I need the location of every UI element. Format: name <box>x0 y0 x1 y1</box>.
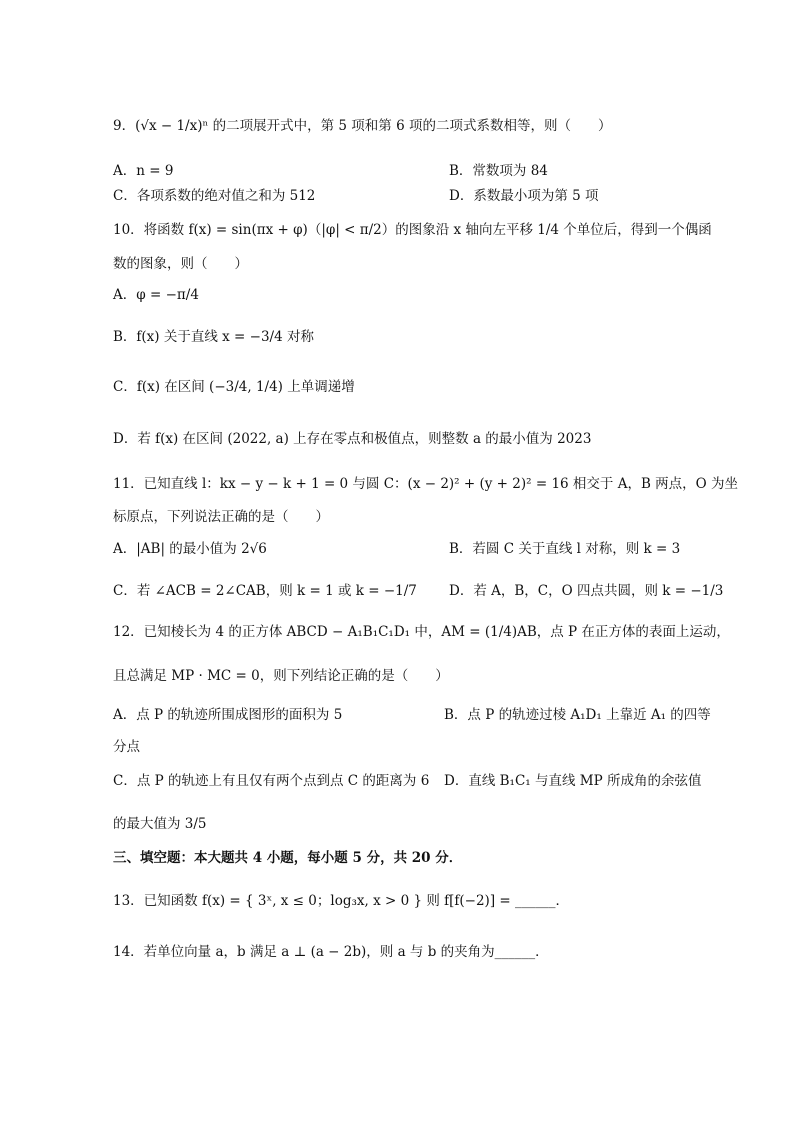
q12-stem-line1: 12．已知棱长为 4 的正方体 ABCD − A₁B₁C₁D₁ 中，AM = (1/4)AB，点 P 在正方体的表面上运动， <box>113 624 730 640</box>
q11-option-a: A．|AB| 的最小值为 2√6 <box>113 541 267 557</box>
q11-stem-line2: 标原点，下列说法正确的是（ ） <box>113 509 329 525</box>
q12-option-b-line1: B．点 P 的轨迹过棱 A₁D₁ 上靠近 A₁ 的四等 <box>444 707 711 723</box>
q12-option-b-line2: 分点 <box>113 739 140 755</box>
q9-option-d: D．系数最小项为第 5 项 <box>449 188 599 204</box>
q10-option-c: C．f(x) 在区间 (−3/4, 1/4) 上单调递增 <box>113 379 355 395</box>
q12-option-a: A．点 P 的轨迹所围成图形的面积为 5 <box>113 707 343 723</box>
q13-stem: 13．已知函数 f(x) = { 3ˣ, x ≤ 0；log₃x, x > 0 } 则 f[f(−2)] = ______． <box>113 893 569 909</box>
q11-option-d: D．若 A，B，C，O 四点共圆，则 k = −1/3 <box>449 583 724 599</box>
q12-option-c: C．点 P 的轨迹上有且仅有两个点到点 C 的距离为 6 <box>113 773 430 789</box>
q11-option-c: C．若 ∠ACB = 2∠CAB，则 k = 1 或 k = −1/7 <box>113 583 417 599</box>
q9-option-b: B．常数项为 84 <box>449 163 548 179</box>
q11-option-b: B．若圆 C 关于直线 l 对称，则 k = 3 <box>449 541 681 557</box>
section-3-heading: 三、填空题：本大题共 4 小题，每小题 5 分，共 20 分． <box>113 850 463 866</box>
q10-option-d: D．若 f(x) 在区间 (2022, a) 上存在零点和极值点，则整数 a 的最小值为 2023 <box>113 431 592 447</box>
q12-option-d-line1: D．直线 B₁C₁ 与直线 MP 所成角的余弦值 <box>444 773 702 789</box>
q10-stem-line1: 10．将函数 f(x) = sin(πx + φ)（|φ| < π/2）的图象沿 x 轴向左平移 1/4 个单位后，得到一个偶函 <box>113 222 712 238</box>
q12-option-d-line2: 的最大值为 3/5 <box>113 816 207 832</box>
q9-option-a: A．n = 9 <box>113 163 174 179</box>
q10-option-a: A．φ = −π/4 <box>113 287 199 303</box>
q11-stem-line1: 11．已知直线 l：kx − y − k + 1 = 0 与圆 C：(x − 2)² + (y + 2)² = 16 相交于 A，B 两点，O 为坐 <box>113 476 739 492</box>
q9-option-c: C．各项系数的绝对值之和为 512 <box>113 188 316 204</box>
q10-option-b: B．f(x) 关于直线 x = −3/4 对称 <box>113 329 314 345</box>
q12-stem-line2: 且总满足 MP · MC = 0，则下列结论正确的是（ ） <box>113 668 449 684</box>
q10-stem-line2: 数的图象，则（ ） <box>113 256 248 272</box>
q14-stem: 14．若单位向量 a，b 满足 a ⊥ (a − 2b)，则 a 与 b 的夹角为______． <box>113 944 549 960</box>
q9-stem: 9．(√x − 1/x)ⁿ 的二项展开式中，第 5 项和第 6 项的二项式系数相等，则（ ） <box>113 118 612 134</box>
